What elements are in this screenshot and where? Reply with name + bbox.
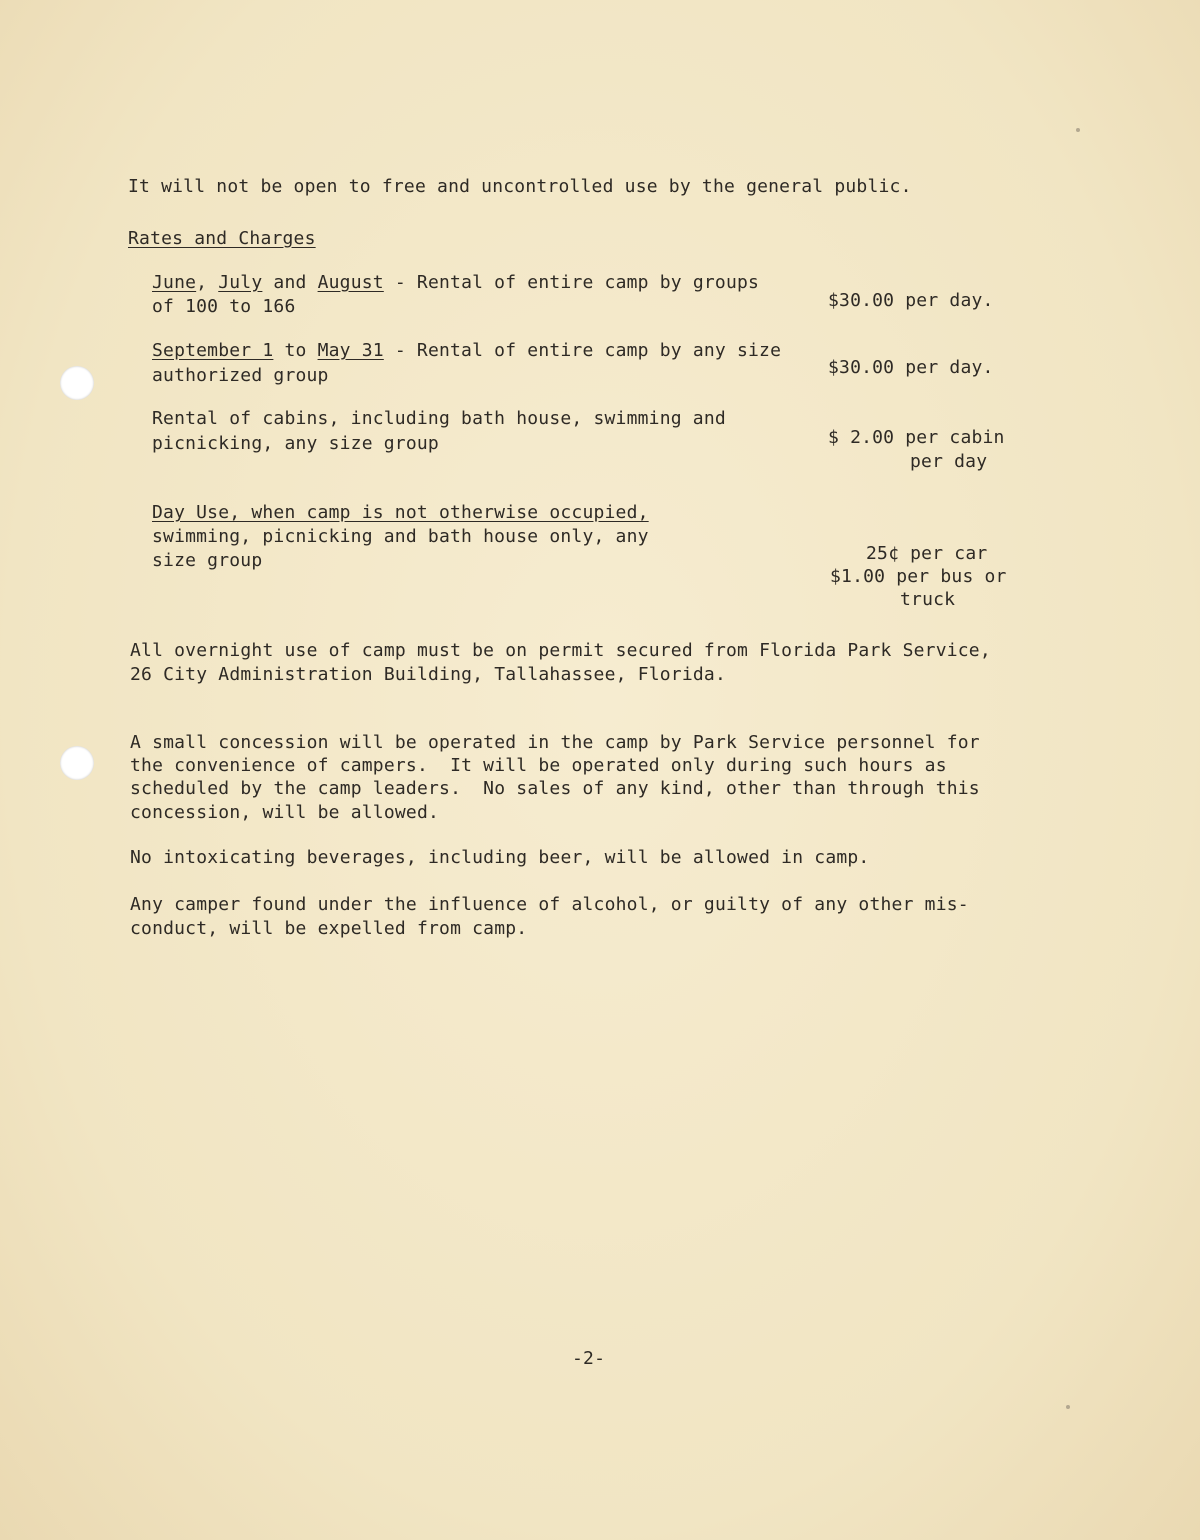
paper-speck: [1076, 128, 1080, 132]
rate-2-price: $30.00 per day.: [828, 357, 994, 378]
rate-1-description-cont: of 100 to 166: [152, 296, 296, 317]
rate-4-price-cont: $1.00 per bus or: [830, 566, 1007, 587]
paper-speck: [1066, 1405, 1070, 1409]
conduct-text: Any camper found under the influence of alcohol, or guilty of any other mis-: [130, 894, 969, 915]
rate-1-description: June, July and August - Rental of entire camp by groups: [152, 272, 760, 293]
conduct-text-cont: conduct, will be expelled from camp.: [130, 918, 528, 939]
intro-text: It will not be open to free and uncontrolled use by the general public.: [128, 176, 912, 197]
concession-text: A small concession will be operated in the camp by Park Service personnel for: [130, 732, 980, 753]
section-heading: Rates and Charges: [128, 228, 316, 249]
rate-4-description: Day Use, when camp is not otherwise occupied,: [152, 502, 649, 523]
rate-3-description: Rental of cabins, including bath house, swimming and: [152, 408, 726, 429]
rate-2-description-cont: authorized group: [152, 365, 329, 386]
rate-2-description: September 1 to May 31 - Rental of entire camp by any size: [152, 340, 782, 361]
concession-text-cont3: concession, will be allowed.: [130, 802, 440, 823]
concession-text-cont2: scheduled by the camp leaders. No sales of any kind, other than through this: [130, 778, 980, 799]
rate-3-description-cont: picnicking, any size group: [152, 433, 439, 454]
rate-4-description-cont2: size group: [152, 550, 263, 571]
punch-hole: [60, 366, 94, 400]
rate-4-description-cont: swimming, picnicking and bath house only, any: [152, 526, 649, 547]
rate-4-price-cont2: truck: [900, 589, 956, 610]
rate-1-price: $30.00 per day.: [828, 290, 994, 311]
punch-hole: [60, 746, 94, 780]
concession-text-cont: the convenience of campers. It will be operated only during such hours as: [130, 755, 947, 776]
permit-text: All overnight use of camp must be on permit secured from Florida Park Service,: [130, 640, 991, 661]
rate-3-price-cont: per day: [910, 451, 988, 472]
beverages-text: No intoxicating beverages, including beer, will be allowed in camp.: [130, 847, 870, 868]
rate-3-price: $ 2.00 per cabin: [828, 427, 1005, 448]
page-number: -2-: [572, 1348, 606, 1369]
permit-text-cont: 26 City Administration Building, Tallahassee, Florida.: [130, 664, 726, 685]
rate-4-price: 25¢ per car: [866, 543, 988, 564]
